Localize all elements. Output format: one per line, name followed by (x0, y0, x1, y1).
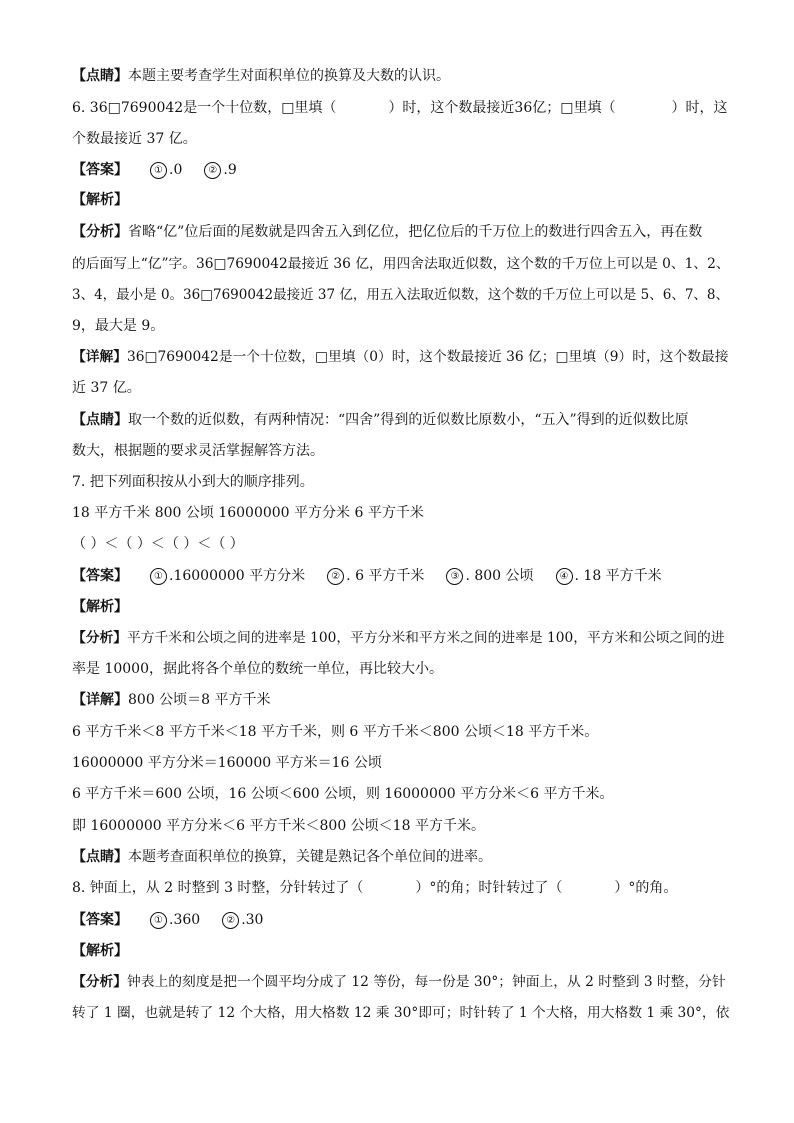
q7-answer: 【答案】 ① .16000000 平方分米 ② . 6 平方千米 ③ . 800 公顷 ④ . 18 平方千米 (72, 568, 662, 584)
q6-dianjing-2: 数大，根据题的要求灵活掌握解答方法。 (72, 443, 324, 459)
q7-items: 18 平方千米 800 公顷 16000000 平方分米 6 平方千米 (72, 505, 424, 521)
q7-order-line: （ ）＜（ ）＜（ ）＜（ ） (72, 536, 244, 552)
q7-xiangjie-5: 即 16000000 平方分米＜6 平方千米＜800 公顷＜18 平方千米。 (72, 818, 485, 834)
q6-answer (72, 160, 237, 180)
q7-question: 7. 把下列面积按从小到大的顺序排列。 (72, 474, 314, 490)
q7-jiexi: 【解析】 (72, 599, 128, 615)
q8-fenxi-1: 【分析】钟表上的刻度是把一个圆平均分成了 12 等份，每一份是 30°；钟面上，从 2 时整到 3 时整，分针 (72, 974, 726, 990)
answer-item: ② .9 (204, 160, 236, 180)
q6-fenxi-3: 3、4，最小是 0。36□7690042最接近 37 亿，用五入法取近似数，这个数的千万位上可以是 5、6、7、8、 (72, 287, 730, 303)
q8-question: 8. 钟面上，从 2 时整到 3 时整，分针转过了（ ）°的角；时针转过了（ ）°的角。 (72, 880, 678, 896)
answer-item: ② .30 (222, 910, 263, 930)
q6-jiexi: 【解析】 (72, 192, 128, 208)
q6-question-line2: 个数最接近 37 亿。 (72, 131, 197, 147)
circled-marker: ① (150, 162, 167, 179)
q5-dianjing: 【点睛】本题主要考查学生对面积单位的换算及大数的认识。 (72, 68, 450, 84)
q6-dianjing-1: 【点睛】取一个数的近似数，有两种情况：“四舍”得到的近似数比原数小，“五入”得到的近似数比原 (72, 412, 689, 428)
q6-question: 6. 36□7690042是一个十位数，□里填（ ）时，这个数最接近36亿；□里填（ ）时，这 (72, 100, 728, 116)
answer-tag: 【答案】 (72, 162, 128, 178)
answer-item: ① .360 (150, 910, 200, 930)
q6-fenxi-1: 【分析】省略“亿”位后面的尾数就是四舍五入到亿位，把亿位后的千万位上的数进行四舍五入，再在数 (72, 224, 703, 240)
answer-item: ② . 6 平方千米 (327, 566, 424, 586)
q8-answer: 【答案】 ① .360 ② .30 (72, 912, 264, 928)
q7-xiangjie-3: 16000000 平方分米＝160000 平方米＝16 公顷 (72, 755, 382, 771)
answer-item: ① .16000000 平方分米 (150, 566, 305, 586)
q8-jiexi: 【解析】 (72, 943, 128, 959)
answer-item: ④ . 18 平方千米 (556, 566, 662, 586)
q7-xiangjie-1: 【详解】800 公顷＝8 平方千米 (72, 692, 271, 708)
q7-dianjing: 【点睛】本题考查面积单位的换算，关键是熟记各个单位间的进率。 (72, 849, 492, 865)
q6-xiangjie-1: 【详解】36□7690042是一个十位数，□里填（0）时，这个数最接近 36 亿；□里填（9）时，这个数最接 (72, 349, 729, 365)
q7-fenxi-1: 【分析】平方千米和公顷之间的进率是 100，平方分米和平方米之间的进率是 100，平方米和公顷之间的进 (72, 630, 725, 646)
q6-fenxi-4: 9，最大是 9。 (72, 318, 165, 334)
answer-item: ③ . 800 公顷 (446, 566, 533, 586)
q6-fenxi-2: 的后面写上“亿”字。36□7690042最接近 36 亿，用四舍法取近似数，这个数的千万位上可以是 0、1、2、 (72, 256, 730, 272)
q6-xiangjie-2: 近 37 亿。 (72, 380, 141, 396)
circled-marker: ② (204, 162, 221, 179)
q8-fenxi-2: 转了 1 圈，也就是转了 12 个大格，用大格数 12 乘 30°即可；时针转了 1 个大格，用大格数 1 乘 30°，依 (72, 1005, 730, 1021)
q7-xiangjie-4: 6 平方千米＝600 公顷，16 公顷＜600 公顷，则 16000000 平方分米＜6 平方千米。 (72, 786, 614, 802)
q7-fenxi-2: 率是 10000，据此将各个单位的数统一单位，再比较大小。 (72, 661, 443, 677)
q7-xiangjie-2: 6 平方千米＜8 平方千米＜18 平方千米，则 6 平方千米＜800 公顷＜18 平方千米。 (72, 724, 599, 740)
answer-item: ① .0 (150, 160, 182, 180)
dianjing-tag: 【点睛】 (72, 68, 128, 84)
